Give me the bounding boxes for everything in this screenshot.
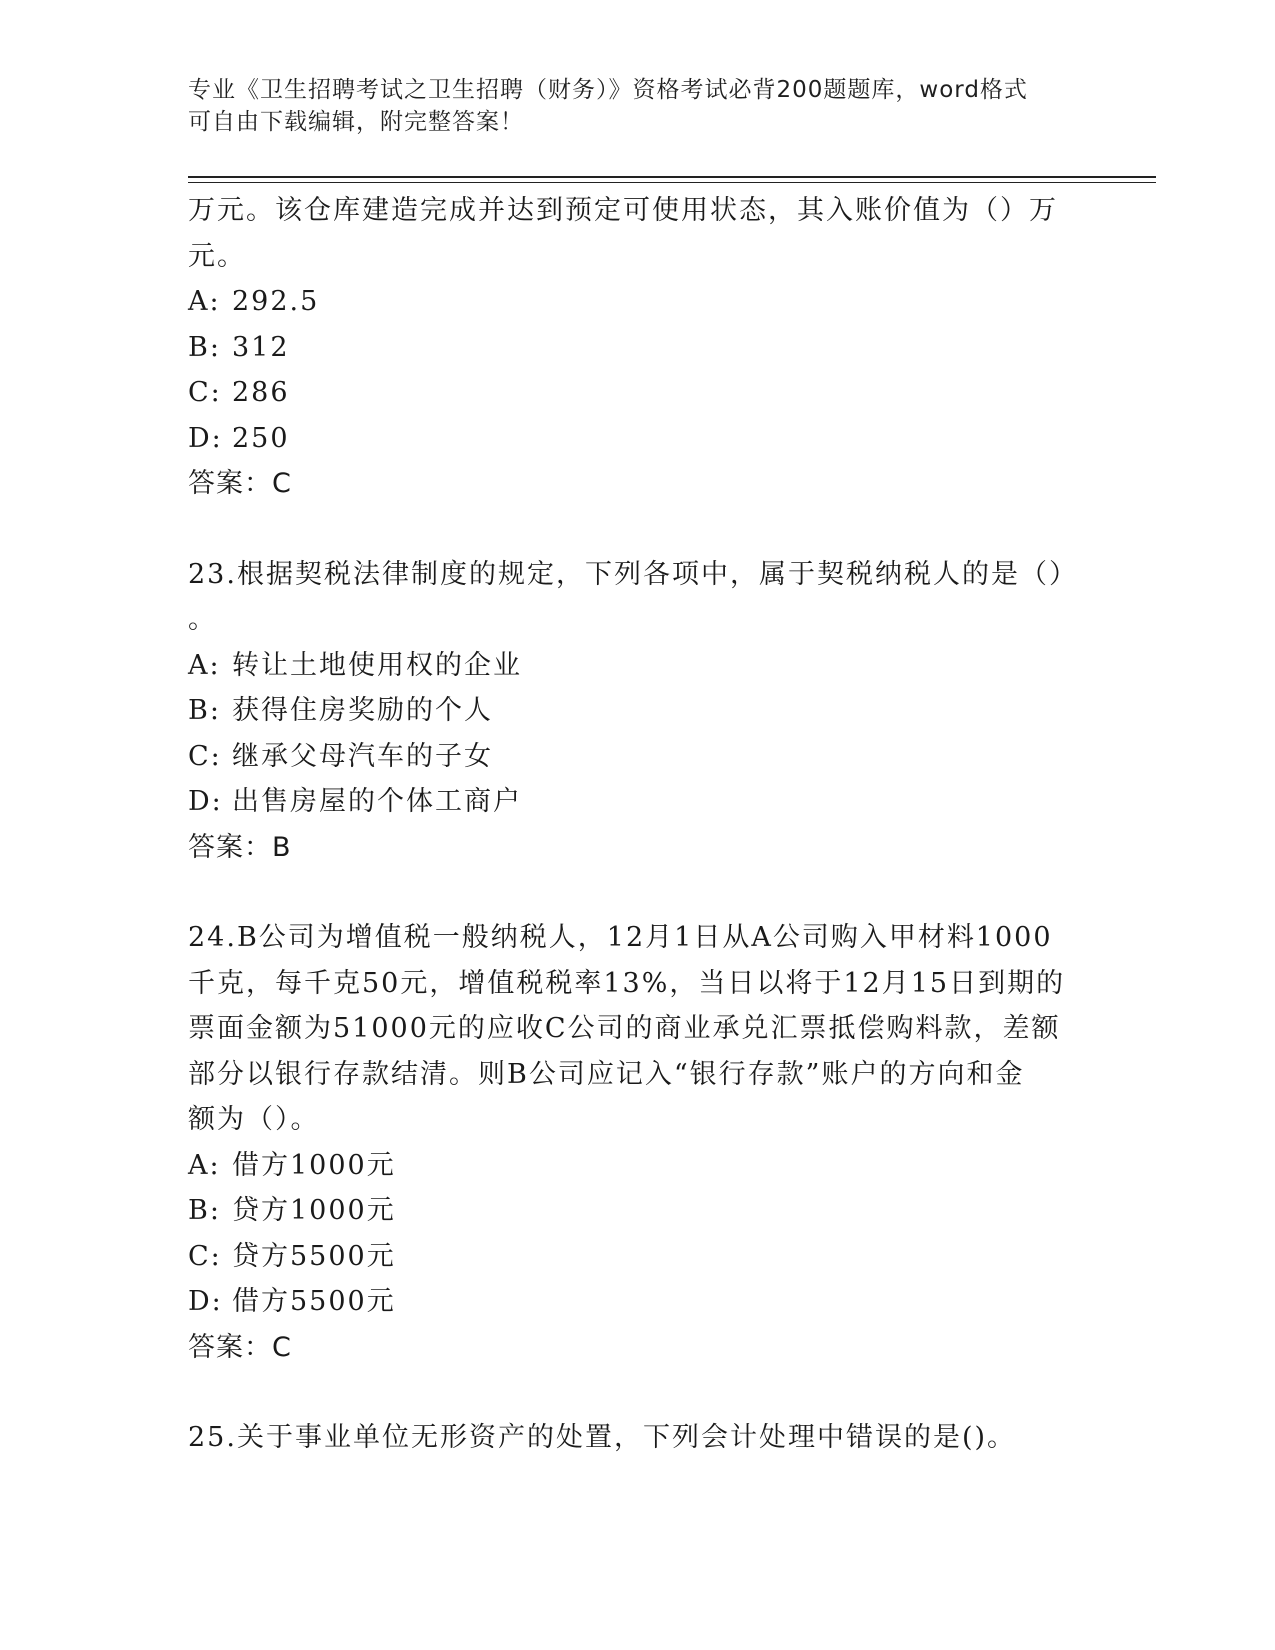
- option-c: [188, 1234, 1068, 1280]
- question-text-line: 额为（）。: [188, 1104, 320, 1135]
- option-c: [188, 734, 1068, 780]
- option-text: 贷方1000元: [232, 1195, 396, 1226]
- question-text-line: 千克，每千克50元，增值税税率13%，当日以将于12月15日到期的: [188, 967, 1066, 999]
- option-text: 继承父母汽车的子女: [232, 740, 493, 772]
- option-key: D:: [188, 1286, 223, 1317]
- option-text: 借方5500元: [232, 1286, 396, 1317]
- spacer: [188, 1370, 1068, 1415]
- header-line-1: 专业《卫生招聘考试之卫生招聘（财务）》资格考试必背200题题库，word格式: [188, 77, 1028, 103]
- option-key: C:: [188, 740, 222, 772]
- option-key: A:: [188, 286, 221, 317]
- option-c: [188, 370, 1068, 416]
- option-key: B:: [188, 331, 221, 363]
- header-divider-thin: [188, 182, 1156, 183]
- option-key: C:: [188, 1240, 222, 1272]
- header-divider-thick: [188, 176, 1156, 178]
- option-text: 286: [232, 377, 290, 408]
- question-list: [188, 188, 1078, 1461]
- option-key: C:: [188, 377, 222, 408]
- option-key: D:: [188, 786, 223, 817]
- option-text: 250: [232, 422, 290, 454]
- option-text: 312: [232, 331, 290, 363]
- question-22: [188, 188, 1068, 507]
- document-header: [188, 74, 1068, 138]
- option-b: [188, 1188, 1068, 1234]
- option-key: D:: [188, 422, 223, 454]
- question-text-line: 24.B公司为增值税一般纳税人，12月1日从A公司购入甲材料1000: [188, 922, 1053, 953]
- option-b: [188, 688, 1068, 734]
- option-a: [188, 1143, 1068, 1189]
- spacer: [188, 870, 1068, 915]
- option-d: [188, 416, 1068, 462]
- header-line-2: 可自由下载编辑，附完整答案！: [188, 109, 524, 135]
- question-text-line: 元。: [188, 240, 246, 272]
- question-24: [188, 915, 1068, 1370]
- spacer: [188, 507, 1068, 552]
- option-text: 转让土地使用权的企业: [232, 649, 522, 681]
- question-text-line: 部分以银行存款结清。则B公司应记入“银行存款”账户的方向和金: [188, 1058, 1025, 1090]
- option-key: A:: [188, 1149, 221, 1181]
- option-text: 出售房屋的个体工商户: [232, 786, 522, 817]
- answer-line: 答案：C: [188, 468, 292, 499]
- question-23: [188, 552, 1078, 871]
- question-25: [188, 1415, 1068, 1461]
- option-key: B:: [188, 695, 221, 726]
- question-text-line: 万元。该仓库建造完成并达到预定可使用状态，其入账价值为（）万: [188, 195, 1058, 226]
- answer-line: 答案：B: [188, 831, 292, 863]
- option-key: B:: [188, 1195, 221, 1226]
- question-text-line: 。: [188, 604, 217, 635]
- option-b: [188, 325, 1068, 371]
- option-text: 292.5: [232, 286, 320, 317]
- answer-line: 答案：C: [188, 1331, 292, 1363]
- option-text: 借方1000元: [232, 1149, 396, 1181]
- option-a: [188, 279, 1068, 325]
- question-text-line: 25.关于事业单位无形资产的处置，下列会计处理中错误的是()。: [188, 1422, 1017, 1453]
- option-d: [188, 779, 1068, 825]
- option-text: 获得住房奖励的个人: [232, 695, 493, 726]
- question-text-line: 票面金额为51000元的应收C公司的商业承兑汇票抵偿购料款，差额: [188, 1013, 1061, 1044]
- option-text: 贷方5500元: [232, 1240, 396, 1272]
- question-text-line: 23.根据契税法律制度的规定，下列各项中，属于契税纳税人的是（）: [188, 558, 1078, 590]
- option-a: [188, 643, 1068, 689]
- option-key: A:: [188, 649, 221, 681]
- option-d: [188, 1279, 1068, 1325]
